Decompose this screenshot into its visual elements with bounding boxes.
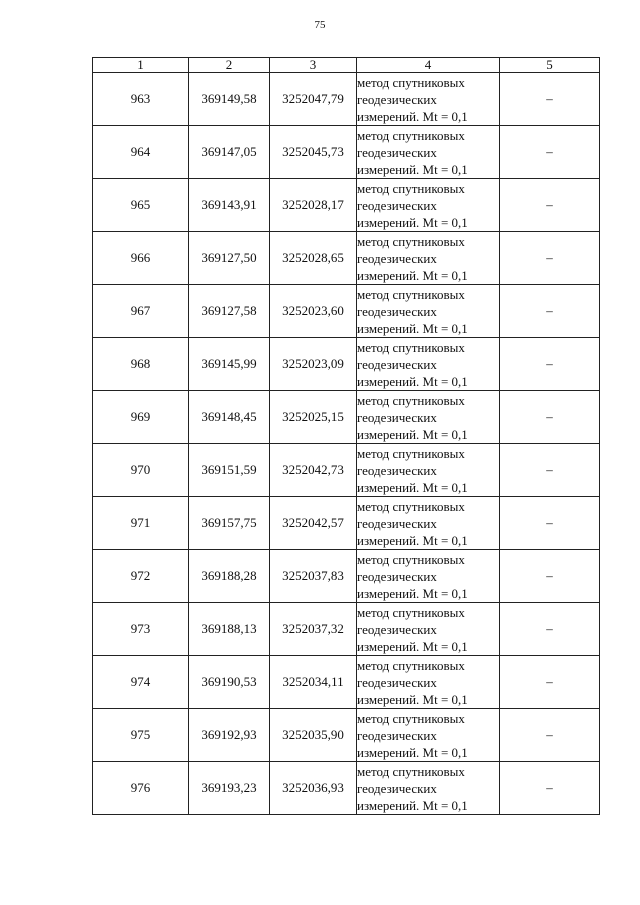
method-description	[357, 656, 500, 709]
method-line: геодезических	[357, 197, 437, 213]
method-line: геодезических	[357, 515, 437, 531]
method-line: метод спутниковых	[357, 657, 465, 673]
point-number: 968	[93, 338, 189, 391]
method-description	[357, 338, 500, 391]
table-row	[93, 73, 600, 126]
method-line: измерений. Mt = 0,1	[357, 161, 468, 177]
table-row	[93, 391, 600, 444]
table-row	[93, 709, 600, 762]
method-description	[357, 285, 500, 338]
method-line: метод спутниковых	[357, 392, 465, 408]
y-coordinate: 3252047,79	[270, 73, 357, 126]
y-coordinate: 3252036,93	[270, 762, 357, 815]
y-coordinate: 3252037,83	[270, 550, 357, 603]
method-line: измерений. Mt = 0,1	[357, 320, 468, 336]
x-coordinate: 369145,99	[189, 338, 270, 391]
point-number: 966	[93, 232, 189, 285]
method-line: метод спутниковых	[357, 180, 465, 196]
x-coordinate: 369192,93	[189, 709, 270, 762]
method-line: измерений. Mt = 0,1	[357, 797, 468, 813]
method-line: измерений. Mt = 0,1	[357, 108, 468, 124]
method-line: измерений. Mt = 0,1	[357, 373, 468, 389]
note-dash: –	[500, 391, 600, 444]
point-number: 974	[93, 656, 189, 709]
header-col-4: 4	[357, 58, 500, 73]
table-row	[93, 338, 600, 391]
x-coordinate: 369188,28	[189, 550, 270, 603]
method-description	[357, 497, 500, 550]
note-dash: –	[500, 656, 600, 709]
method-description	[357, 232, 500, 285]
method-line: геодезических	[357, 303, 437, 319]
note-dash: –	[500, 338, 600, 391]
x-coordinate: 369188,13	[189, 603, 270, 656]
page-number: 75	[314, 19, 326, 31]
note-dash: –	[500, 444, 600, 497]
table-row	[93, 656, 600, 709]
y-coordinate: 3252035,90	[270, 709, 357, 762]
method-description	[357, 444, 500, 497]
method-line: геодезических	[357, 356, 437, 372]
point-number: 970	[93, 444, 189, 497]
y-coordinate: 3252042,57	[270, 497, 357, 550]
table-row	[93, 126, 600, 179]
point-number: 972	[93, 550, 189, 603]
method-line: метод спутниковых	[357, 127, 465, 143]
y-coordinate: 3252042,73	[270, 444, 357, 497]
method-description	[357, 709, 500, 762]
header-col-5: 5	[500, 58, 600, 73]
table-row	[93, 603, 600, 656]
x-coordinate: 369127,50	[189, 232, 270, 285]
point-number: 971	[93, 497, 189, 550]
table-row	[93, 497, 600, 550]
point-number: 975	[93, 709, 189, 762]
x-coordinate: 369151,59	[189, 444, 270, 497]
method-description	[357, 391, 500, 444]
x-coordinate: 369157,75	[189, 497, 270, 550]
method-line: геодезических	[357, 250, 437, 266]
table-row	[93, 232, 600, 285]
coordinates-table	[92, 57, 600, 815]
point-number: 969	[93, 391, 189, 444]
x-coordinate: 369147,05	[189, 126, 270, 179]
method-description	[357, 179, 500, 232]
note-dash: –	[500, 232, 600, 285]
method-line: измерений. Mt = 0,1	[357, 638, 468, 654]
method-line: измерений. Mt = 0,1	[357, 532, 468, 548]
method-line: геодезических	[357, 144, 437, 160]
method-line: геодезических	[357, 674, 437, 690]
method-line: метод спутниковых	[357, 445, 465, 461]
x-coordinate: 369193,23	[189, 762, 270, 815]
y-coordinate: 3252023,60	[270, 285, 357, 338]
y-coordinate: 3252045,73	[270, 126, 357, 179]
point-number: 967	[93, 285, 189, 338]
method-line: метод спутниковых	[357, 551, 465, 567]
method-line: геодезических	[357, 91, 437, 107]
method-line: метод спутниковых	[357, 710, 465, 726]
y-coordinate: 3252028,65	[270, 232, 357, 285]
x-coordinate: 369143,91	[189, 179, 270, 232]
table-row	[93, 550, 600, 603]
method-line: метод спутниковых	[357, 74, 465, 90]
method-line: геодезических	[357, 780, 437, 796]
method-description	[357, 762, 500, 815]
method-line: измерений. Mt = 0,1	[357, 267, 468, 283]
x-coordinate: 369190,53	[189, 656, 270, 709]
method-description	[357, 126, 500, 179]
point-number: 964	[93, 126, 189, 179]
note-dash: –	[500, 709, 600, 762]
method-line: измерений. Mt = 0,1	[357, 479, 468, 495]
point-number: 976	[93, 762, 189, 815]
method-line: измерений. Mt = 0,1	[357, 426, 468, 442]
header-row	[93, 58, 600, 73]
method-line: геодезических	[357, 462, 437, 478]
method-line: метод спутниковых	[357, 286, 465, 302]
header-col-2: 2	[189, 58, 270, 73]
method-line: метод спутниковых	[357, 339, 465, 355]
table-row	[93, 444, 600, 497]
method-line: измерений. Mt = 0,1	[357, 585, 468, 601]
header-col-1: 1	[93, 58, 189, 73]
table-row	[93, 179, 600, 232]
note-dash: –	[500, 126, 600, 179]
header-col-3: 3	[270, 58, 357, 73]
table-row	[93, 762, 600, 815]
table-row	[93, 285, 600, 338]
point-number: 963	[93, 73, 189, 126]
y-coordinate: 3252037,32	[270, 603, 357, 656]
method-line: метод спутниковых	[357, 233, 465, 249]
y-coordinate: 3252028,17	[270, 179, 357, 232]
note-dash: –	[500, 603, 600, 656]
method-line: измерений. Mt = 0,1	[357, 214, 468, 230]
note-dash: –	[500, 550, 600, 603]
method-line: метод спутниковых	[357, 604, 465, 620]
method-line: измерений. Mt = 0,1	[357, 744, 468, 760]
method-line: геодезических	[357, 568, 437, 584]
note-dash: –	[500, 762, 600, 815]
y-coordinate: 3252023,09	[270, 338, 357, 391]
method-line: измерений. Mt = 0,1	[357, 691, 468, 707]
method-description	[357, 73, 500, 126]
method-line: метод спутниковых	[357, 498, 465, 514]
method-line: геодезических	[357, 409, 437, 425]
method-description	[357, 550, 500, 603]
method-line: метод спутниковых	[357, 763, 465, 779]
table-body	[93, 73, 600, 815]
method-line: геодезических	[357, 621, 437, 637]
y-coordinate: 3252025,15	[270, 391, 357, 444]
note-dash: –	[500, 73, 600, 126]
method-line: геодезических	[357, 727, 437, 743]
x-coordinate: 369149,58	[189, 73, 270, 126]
point-number: 965	[93, 179, 189, 232]
y-coordinate: 3252034,11	[270, 656, 357, 709]
point-number: 973	[93, 603, 189, 656]
note-dash: –	[500, 497, 600, 550]
x-coordinate: 369127,58	[189, 285, 270, 338]
x-coordinate: 369148,45	[189, 391, 270, 444]
note-dash: –	[500, 179, 600, 232]
note-dash: –	[500, 285, 600, 338]
method-description	[357, 603, 500, 656]
